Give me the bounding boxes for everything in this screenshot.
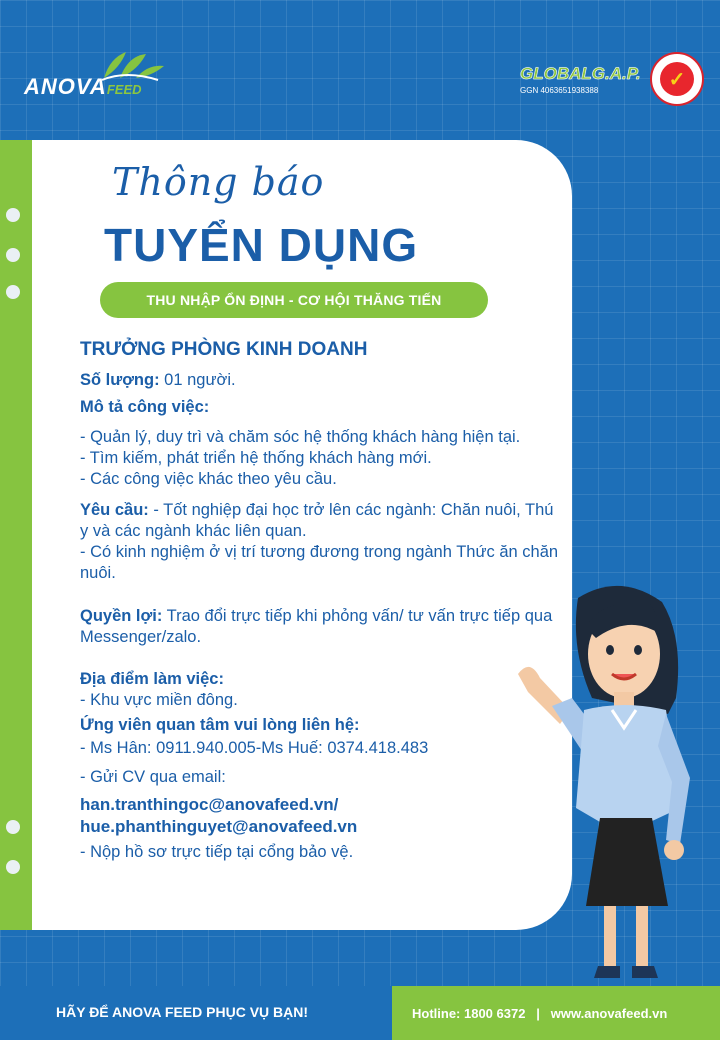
- contact-onsite: - Nộp hồ sơ trực tiếp tại cổng bảo vệ.: [80, 842, 354, 861]
- globalgap-badge: [520, 64, 648, 95]
- benefits-block: [80, 606, 560, 648]
- location-value: - Khu vực miền đông.: [80, 690, 238, 709]
- quantity-value: 01 người.: [159, 371, 236, 390]
- binder-hole: [6, 820, 20, 834]
- quantity-line: [80, 370, 560, 391]
- binder-hole: [6, 860, 20, 874]
- benefits-value: Trao đổi trực tiếp khi phỏng vấn/ tư vấn trực tiếp qua Messenger/zalo.: [80, 607, 553, 647]
- globalgap-title: GLOBALG.A.P.: [520, 64, 641, 83]
- anova-feed-logo: [24, 48, 164, 102]
- description-line: - Tìm kiếm, phát triển hệ thống khách hàng mới.: [80, 448, 432, 467]
- quality-seal-icon: ✓: [650, 52, 704, 106]
- job-content: [80, 338, 560, 863]
- description-line: - Quản lý, duy trì và chăm sóc hệ thống khách hàng hiện tại.: [80, 427, 521, 446]
- tagline-pill: THU NHẬP ỔN ĐỊNH - CƠ HỘI THĂNG TIẾN: [100, 282, 488, 318]
- binder-hole: [6, 285, 20, 299]
- binder-hole: [6, 208, 20, 222]
- footer-contact[interactable]: Hotline: 1800 6372 | www.anovafeed.vn: [412, 1006, 668, 1021]
- requirements-label: Yêu cầu:: [80, 500, 149, 519]
- requirements-second: - Có kinh nghiệm ở vị trí tương đương trong ngành Thức ăn chăn nuôi.: [80, 543, 559, 583]
- logo-text-sub: FEED: [106, 82, 142, 97]
- script-title: Thông báo: [112, 160, 325, 204]
- benefits-label: Quyền lợi:: [80, 607, 163, 626]
- requirements-first: - Tốt nghiệp đại học trở lên các ngành: Chăn nuôi, Thú y và các ngành khác liên quan.: [80, 500, 554, 540]
- location-label: Địa điểm làm việc:: [80, 669, 224, 688]
- woman-illustration: [500, 578, 710, 990]
- quantity-label: Số lượng:: [80, 371, 160, 390]
- contact-cv: - Gửi CV qua email:: [80, 767, 226, 786]
- binder-hole: [6, 248, 20, 262]
- description-label: Mô tả công việc:: [80, 398, 210, 417]
- email-link[interactable]: han.tranthingoc@anovafeed.vn/: [80, 795, 339, 815]
- page-title: TUYỂN DỤNG: [104, 219, 419, 271]
- contact-label: Ứng viên quan tâm vui lòng liên hệ:: [80, 715, 360, 734]
- requirements-block: [80, 500, 560, 542]
- email-link[interactable]: hue.phanthinguyet@anovafeed.vn: [80, 816, 358, 836]
- footer-slogan: HÃY ĐỂ ANOVA FEED PHỤC VỤ BẠN!: [56, 1004, 309, 1020]
- globalgap-id: GGN 4063651938388: [520, 86, 599, 95]
- position-title: TRƯỞNG PHÒNG KINH DOANH: [80, 339, 368, 360]
- description-line: - Các công việc khác theo yêu cầu.: [80, 469, 337, 488]
- contact-phone: - Ms Hân: 0911.940.005-Ms Huế: 0374.418.483: [80, 738, 429, 757]
- logo-text-main: ANOVA: [24, 74, 107, 99]
